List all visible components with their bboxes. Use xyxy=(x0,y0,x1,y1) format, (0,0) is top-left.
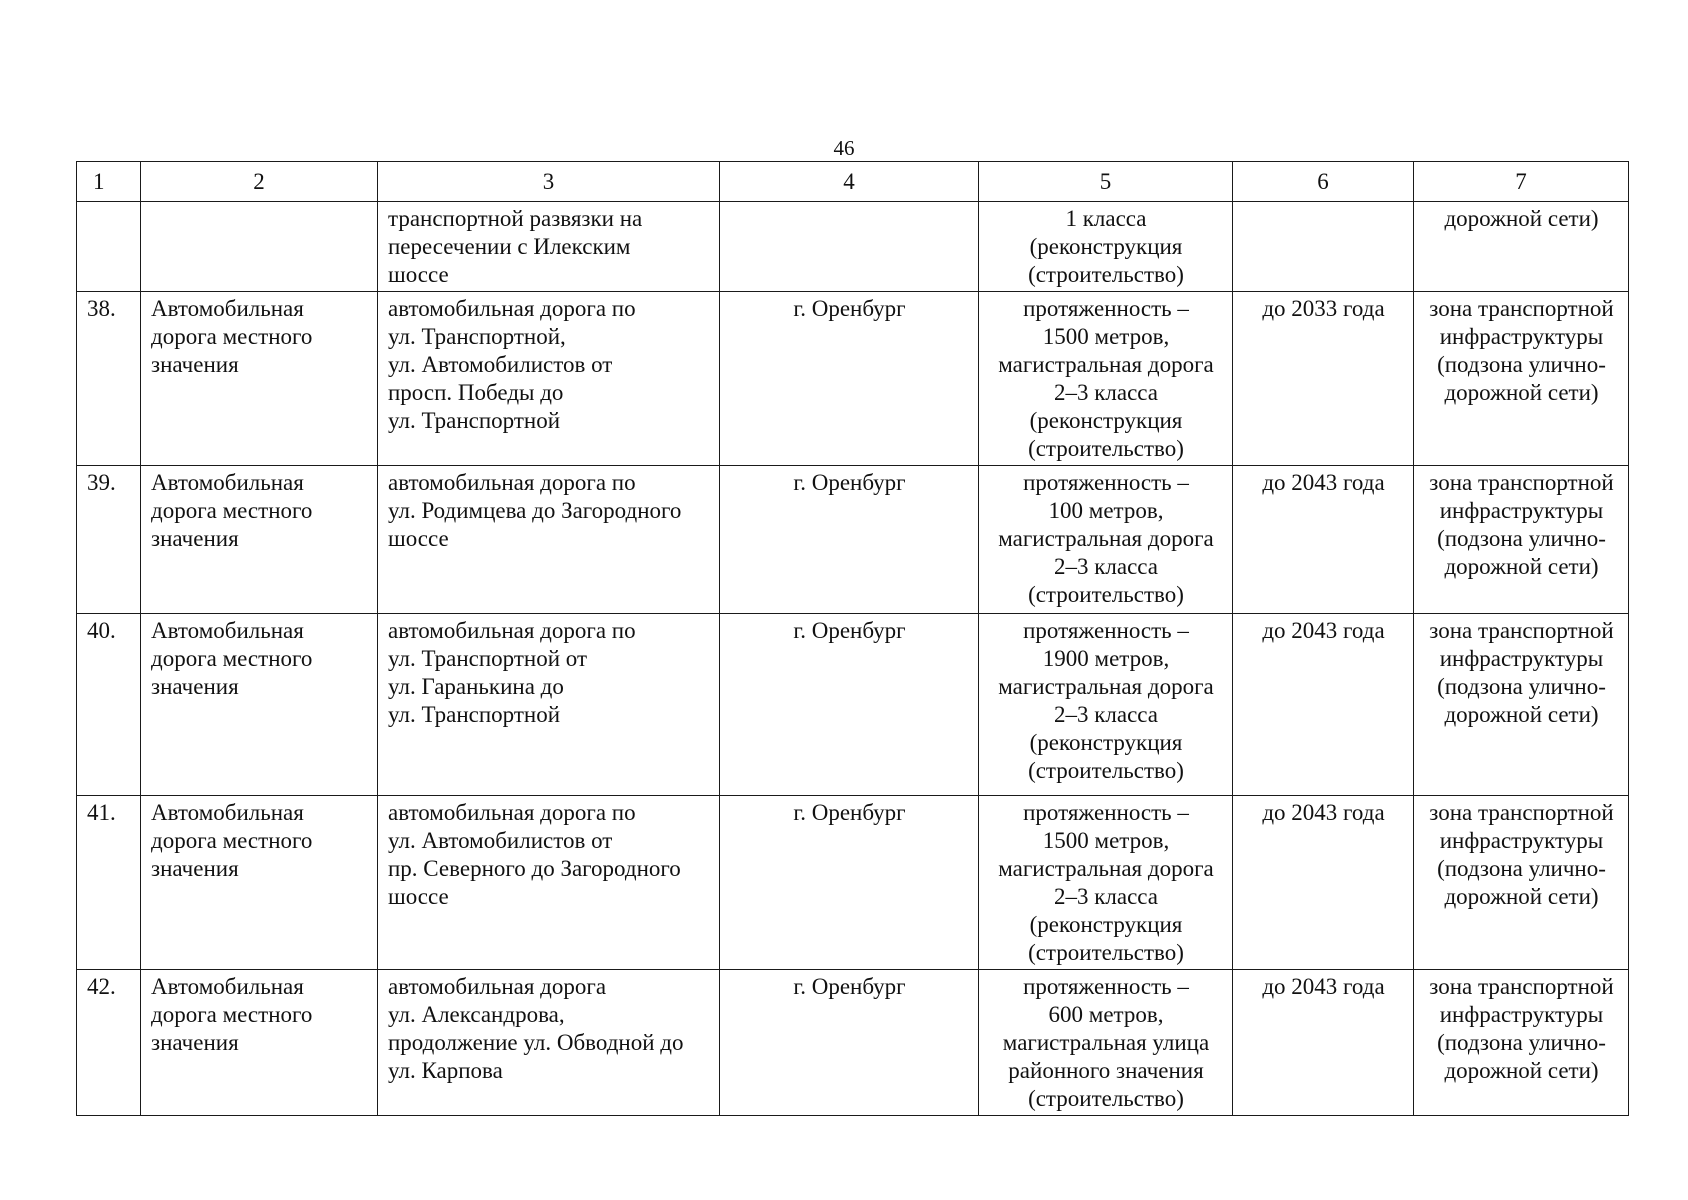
deadline: до 2033 года xyxy=(1233,292,1414,466)
text-line: (реконструкция xyxy=(1029,408,1183,433)
location: г. Оренбург xyxy=(720,292,979,466)
text-line: зона транспортной xyxy=(1429,618,1614,643)
deadline: до 2043 года xyxy=(1233,970,1414,1116)
parameters-cell xyxy=(979,202,1233,292)
text-line: шоссе xyxy=(388,884,449,909)
text-line: (реконструкция xyxy=(1029,234,1183,259)
row-number: 41. xyxy=(77,796,141,970)
header-row xyxy=(77,162,1629,202)
text-line: дорога местного xyxy=(151,1002,313,1027)
text-line: автомобильная дорога xyxy=(388,974,607,999)
text-line: Автомобильная xyxy=(151,618,304,643)
text-line: инфраструктуры xyxy=(1439,498,1604,523)
text-line: протяженность – xyxy=(1023,296,1189,321)
text-line: дорога местного xyxy=(151,828,313,853)
text-line: магистральная дорога xyxy=(998,674,1214,699)
text-line: 1 класса xyxy=(1065,206,1147,231)
table-row xyxy=(77,614,1629,796)
type-cell xyxy=(141,202,378,292)
parameters xyxy=(979,796,1233,970)
continuation-row xyxy=(77,202,1629,292)
text-line: магистральная дорога xyxy=(998,352,1214,377)
location: г. Оренбург xyxy=(720,970,979,1116)
object-description xyxy=(378,614,720,796)
text-line: дорожной сети) xyxy=(1444,380,1599,405)
text-line: транспортной развязки на xyxy=(388,206,643,231)
text-line: инфраструктуры xyxy=(1439,324,1604,349)
text-line: 2–3 класса xyxy=(1053,702,1159,727)
text-line: автомобильная дорога по xyxy=(388,800,636,825)
text-line: значения xyxy=(151,1030,239,1055)
text-line: дорожной сети) xyxy=(1444,1058,1599,1083)
document-table xyxy=(76,161,1629,1116)
object-type xyxy=(141,292,378,466)
text-line: зона транспортной xyxy=(1429,470,1614,495)
zone-cell xyxy=(1414,202,1629,292)
text-line: 2–3 класса xyxy=(1053,884,1159,909)
text-line: (строительство) xyxy=(1028,262,1184,287)
description-cell xyxy=(378,202,720,292)
table-row xyxy=(77,466,1629,614)
object-type xyxy=(141,466,378,614)
text-line: магистральная дорога xyxy=(998,856,1214,881)
text-line: 2–3 класса xyxy=(1053,380,1159,405)
text-line: зона транспортной xyxy=(1429,296,1614,321)
parameters xyxy=(979,292,1233,466)
text-line: ул. Автомобилистов от xyxy=(388,828,613,853)
deadline: до 2043 года xyxy=(1233,466,1414,614)
text-line: (строительство) xyxy=(1028,758,1184,783)
location: г. Оренбург xyxy=(720,614,979,796)
text-line: протяженность – xyxy=(1023,618,1189,643)
zone xyxy=(1414,614,1629,796)
object-type xyxy=(141,796,378,970)
text-line: (подзона улично- xyxy=(1437,856,1606,881)
text-line: ул. Александрова, xyxy=(388,1002,565,1027)
text-line: (подзона улично- xyxy=(1437,526,1606,551)
text-line: Автомобильная xyxy=(151,470,304,495)
text-line: протяженность – xyxy=(1023,800,1189,825)
text-line: протяженность – xyxy=(1023,470,1189,495)
text-line: просп. Победы до xyxy=(388,380,564,405)
text-line: инфраструктуры xyxy=(1439,828,1604,853)
zone xyxy=(1414,796,1629,970)
text-line: значения xyxy=(151,352,239,377)
row-number: 39. xyxy=(77,466,141,614)
header-cell: 4 xyxy=(720,162,979,202)
text-line: магистральная улица xyxy=(1002,1030,1210,1055)
text-line: 1500 метров, xyxy=(1042,324,1170,349)
text-line: автомобильная дорога по xyxy=(388,470,636,495)
header-cell: 2 xyxy=(141,162,378,202)
text-line: Автомобильная xyxy=(151,974,304,999)
text-line: инфраструктуры xyxy=(1439,646,1604,671)
text-line: шоссе xyxy=(388,526,449,551)
header-cell: 3 xyxy=(378,162,720,202)
row-number: 40. xyxy=(77,614,141,796)
object-description xyxy=(378,292,720,466)
text-line: автомобильная дорога по xyxy=(388,296,636,321)
header-cell: 1 xyxy=(77,162,141,202)
zone xyxy=(1414,292,1629,466)
object-type xyxy=(141,614,378,796)
text-line: шоссе xyxy=(388,262,449,287)
text-line: Автомобильная xyxy=(151,800,304,825)
text-line: Автомобильная xyxy=(151,296,304,321)
text-line: дорога местного xyxy=(151,646,313,671)
text-line: зона транспортной xyxy=(1429,974,1614,999)
text-line: дорожной сети) xyxy=(1444,702,1599,727)
text-line: дорожной сети) xyxy=(1444,554,1599,579)
row-number: 42. xyxy=(77,970,141,1116)
text-line: ул. Транспортной от xyxy=(388,646,588,671)
text-line: дорожной сети) xyxy=(1444,206,1599,231)
text-line: ул. Транспортной, xyxy=(388,324,566,349)
table-row xyxy=(77,970,1629,1116)
text-line: ул. Карпова xyxy=(388,1058,503,1083)
text-line: значения xyxy=(151,526,239,551)
location: г. Оренбург xyxy=(720,796,979,970)
text-line: 100 метров, xyxy=(1048,498,1164,523)
row-number: 38. xyxy=(77,292,141,466)
page-number: 46 xyxy=(833,136,855,160)
text-line: 600 метров, xyxy=(1048,1002,1164,1027)
text-line: (строительство) xyxy=(1028,940,1184,965)
text-line: 2–3 класса xyxy=(1053,554,1159,579)
text-line: инфраструктуры xyxy=(1439,1002,1604,1027)
deadline-cell xyxy=(1233,202,1414,292)
text-line: 1900 метров, xyxy=(1042,646,1170,671)
header-cell: 7 xyxy=(1414,162,1629,202)
text-line: магистральная дорога xyxy=(998,526,1214,551)
text-line: ул. Транспортной xyxy=(388,702,561,727)
text-line: (подзона улично- xyxy=(1437,674,1606,699)
location: г. Оренбург xyxy=(720,466,979,614)
object-description xyxy=(378,796,720,970)
object-description xyxy=(378,970,720,1116)
text-line: дорога местного xyxy=(151,324,313,349)
text-line: протяженность – xyxy=(1023,974,1189,999)
text-line: 1500 метров, xyxy=(1042,828,1170,853)
text-line: ул. Гаранькина до xyxy=(388,674,564,699)
text-line: значения xyxy=(151,856,239,881)
text-line: (строительство) xyxy=(1028,582,1184,607)
object-description xyxy=(378,466,720,614)
text-line: дорога местного xyxy=(151,498,313,523)
header-cell: 5 xyxy=(979,162,1233,202)
text-line: продолжение ул. Обводной до xyxy=(388,1030,684,1055)
table-row xyxy=(77,796,1629,970)
parameters xyxy=(979,466,1233,614)
text-line: пересечении с Илекским xyxy=(388,234,631,259)
text-line: ул. Автомобилистов от xyxy=(388,352,613,377)
zone xyxy=(1414,970,1629,1116)
text-line: зона транспортной xyxy=(1429,800,1614,825)
num-cell xyxy=(77,202,141,292)
deadline: до 2043 года xyxy=(1233,796,1414,970)
text-line: дорожной сети) xyxy=(1444,884,1599,909)
text-line: значения xyxy=(151,674,239,699)
text-line: пр. Северного до Загородного xyxy=(388,856,681,881)
text-line: (подзона улично- xyxy=(1437,352,1606,377)
parameters xyxy=(979,614,1233,796)
header-cell: 6 xyxy=(1233,162,1414,202)
text-line: ул. Транспортной xyxy=(388,408,561,433)
parameters xyxy=(979,970,1233,1116)
text-line: автомобильная дорога по xyxy=(388,618,636,643)
zone xyxy=(1414,466,1629,614)
text-line: (строительство) xyxy=(1028,436,1184,461)
table-row xyxy=(77,292,1629,466)
object-type xyxy=(141,970,378,1116)
text-line: районного значения xyxy=(1008,1058,1204,1083)
deadline: до 2043 года xyxy=(1233,614,1414,796)
text-line: (подзона улично- xyxy=(1437,1030,1606,1055)
text-line: (реконструкция xyxy=(1029,912,1183,937)
text-line: (строительство) xyxy=(1028,1086,1184,1111)
text-line: ул. Родимцева до Загородного xyxy=(388,498,682,523)
text-line: (реконструкция xyxy=(1029,730,1183,755)
location-cell xyxy=(720,202,979,292)
